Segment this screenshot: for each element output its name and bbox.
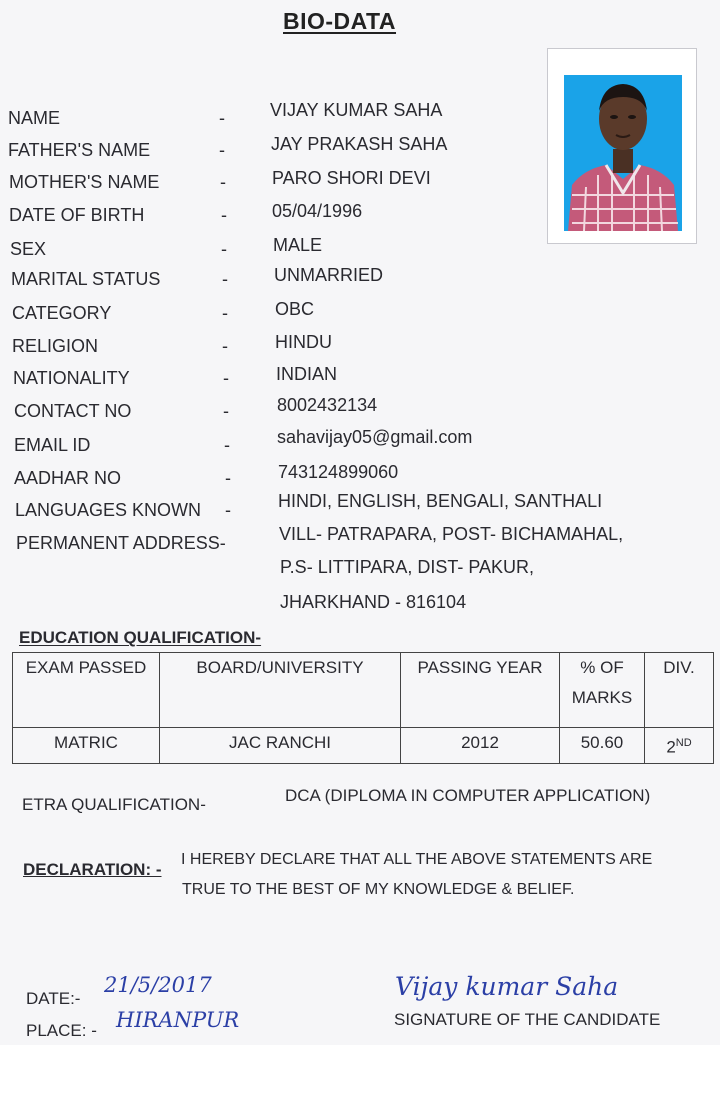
column-header-label: EXAM PASSED <box>25 658 147 677</box>
field-dash: - <box>223 401 229 421</box>
table-header-row <box>13 653 714 728</box>
date-label: DATE:- <box>26 989 81 1008</box>
field-dash: - <box>219 140 225 160</box>
field-label: CATEGORY <box>12 303 112 323</box>
field-label: NATIONALITY <box>13 368 130 388</box>
column-header <box>645 653 714 728</box>
field-value: UNMARRIED <box>274 265 384 285</box>
field-dash: - <box>222 269 228 289</box>
extra-qualification-label: ETRA QUALIFICATION- <box>22 795 206 814</box>
column-header-label: % OF MARKS <box>571 658 633 707</box>
address-line: JHARKHAND - 816104 <box>280 592 467 612</box>
cell-board: JAC RANCHI <box>160 728 401 764</box>
division-value: 2 <box>666 737 676 757</box>
field-dash: - <box>222 303 228 323</box>
cell-division <box>645 728 714 764</box>
field-label: LANGUAGES KNOWN <box>15 500 202 520</box>
field-value: 8002432134 <box>277 395 378 415</box>
extra-qualification-value: DCA (DIPLOMA IN COMPUTER APPLICATION) <box>285 786 651 805</box>
cell-year: 2012 <box>401 728 560 764</box>
column-header-label: DIV. <box>663 658 695 677</box>
division-suffix: ND <box>675 737 692 749</box>
field-value: MALE <box>273 235 323 255</box>
field-dash: - <box>219 108 225 128</box>
field-label: RELIGION <box>12 336 99 356</box>
cell-marks: 50.60 <box>560 728 645 764</box>
address-line: P.S- LITTIPARA, DIST- PAKUR, <box>280 557 535 577</box>
field-value: OBC <box>275 299 315 319</box>
field-label: DATE OF BIRTH <box>9 205 145 225</box>
education-heading: EDUCATION QUALIFICATION- <box>19 628 262 647</box>
field-value: VIJAY KUMAR SAHA <box>270 100 443 120</box>
field-label: CONTACT NO <box>14 401 132 421</box>
field-dash: - <box>221 205 227 225</box>
field-value: 05/04/1996 <box>272 201 363 221</box>
field-dash: - <box>225 468 231 488</box>
field-label: PERMANENT ADDRESS- <box>16 533 226 553</box>
field-dash: - <box>224 435 230 455</box>
declaration-text-line: TRUE TO THE BEST OF MY KNOWLEDGE & BELIEF. <box>182 881 575 898</box>
field-value: INDIAN <box>276 364 338 384</box>
candidate-photo <box>547 48 697 244</box>
field-value: sahavijay05@gmail.com <box>277 427 473 447</box>
field-value: HINDU <box>275 332 332 352</box>
place-label: PLACE: - <box>26 1021 97 1040</box>
table-row <box>13 728 714 764</box>
field-dash: - <box>225 500 231 520</box>
column-header <box>401 653 560 728</box>
declaration-label: DECLARATION: - <box>23 860 162 879</box>
page-title: BIO-DATA <box>283 8 397 34</box>
address-line: VILL- PATRAPARA, POST- BICHAMAHAL, <box>279 524 624 544</box>
field-dash: - <box>223 368 229 388</box>
column-header <box>13 653 160 728</box>
column-header <box>160 653 401 728</box>
field-label: FATHER'S NAME <box>8 140 151 160</box>
handwritten-place: HIRANPUR <box>116 1008 240 1032</box>
column-header-label: PASSING YEAR <box>417 658 543 677</box>
field-label: MARITAL STATUS <box>11 269 161 289</box>
field-dash: - <box>222 336 228 356</box>
field-dash: - <box>221 239 227 259</box>
field-label: SEX <box>10 239 47 259</box>
signature: Vijay kumar Saha <box>395 972 619 1001</box>
column-header <box>560 653 645 728</box>
person-photo-icon <box>564 75 682 231</box>
handwritten-date: 21/5/2017 <box>104 973 212 997</box>
field-value: 743124899060 <box>278 462 399 482</box>
field-label: AADHAR NO <box>14 468 122 488</box>
declaration-text-line: I HEREBY DECLARE THAT ALL THE ABOVE STATEMENTS ARE <box>181 851 653 868</box>
field-label: NAME <box>8 108 61 128</box>
education-table <box>12 652 714 764</box>
signature-caption: SIGNATURE OF THE CANDIDATE <box>394 1010 661 1029</box>
field-dash: - <box>220 172 226 192</box>
column-header-label: BOARD/UNIVERSITY <box>196 658 364 677</box>
field-label: EMAIL ID <box>14 435 91 455</box>
field-label: MOTHER'S NAME <box>9 172 160 192</box>
field-value: JAY PRAKASH SAHA <box>271 134 448 154</box>
cell-exam: MATRIC <box>13 728 160 764</box>
field-value: HINDI, ENGLISH, BENGALI, SANTHALI <box>278 491 603 511</box>
field-value: PARO SHORI DEVI <box>272 168 431 188</box>
